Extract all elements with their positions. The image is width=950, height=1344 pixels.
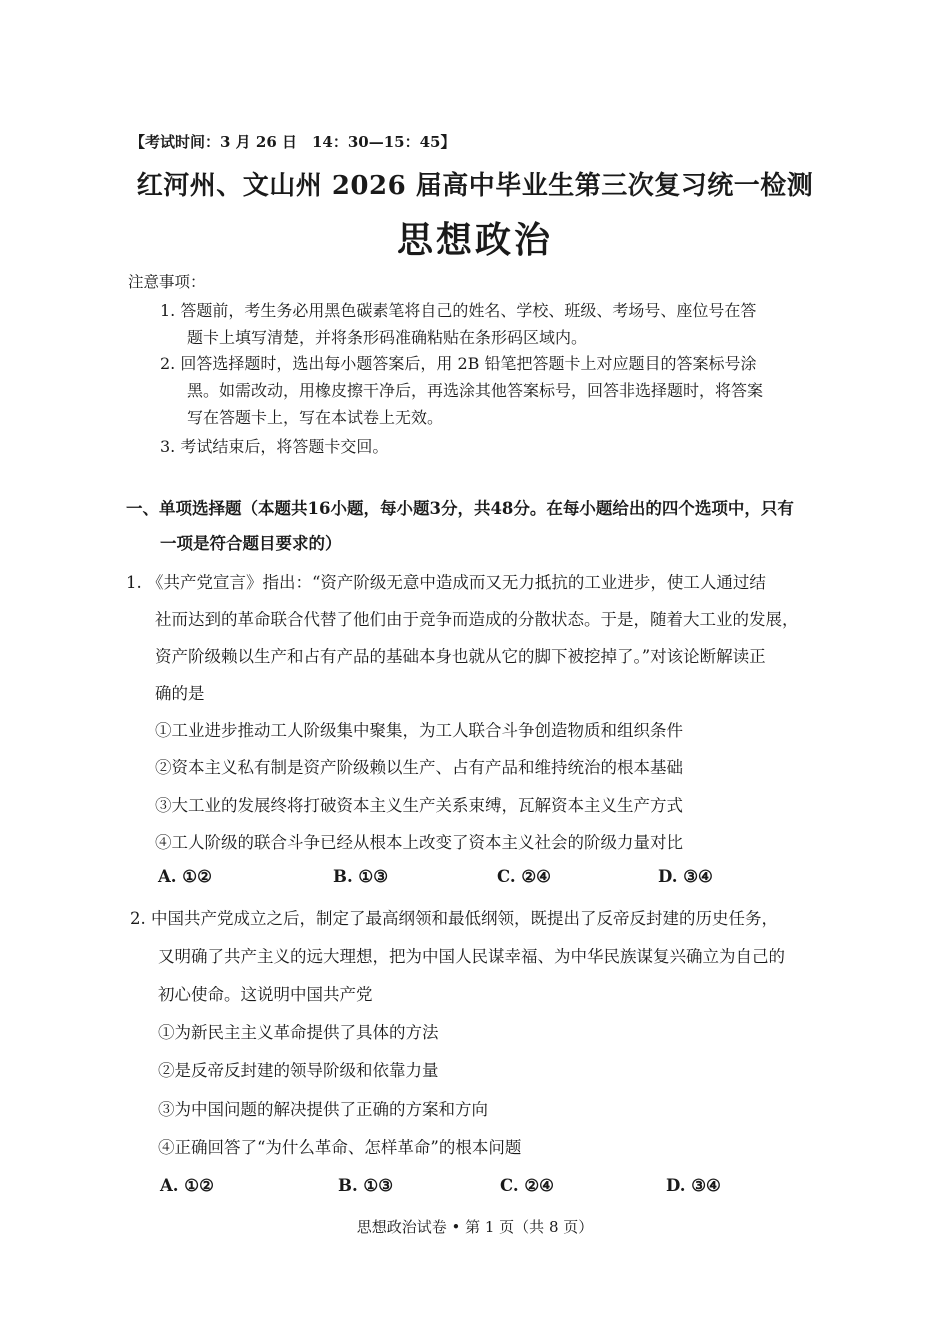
question-1-stem: 社而达到的革命联合代替了他们由于竞争而造成的分散状态。于是，随着大工业的发展， xyxy=(155,610,799,629)
section-heading-cont: 一项是符合题目要求的） xyxy=(160,534,342,553)
question-1-stem: 1. 《共产党宣言》指出：“资产阶级无意中造成而又无力抵抗的工业进步，使工人通过结 xyxy=(126,573,766,592)
section-heading: 一、单项选择题（本题共16小题，每小题3分，共48分。在每小题给出的四个选项中，只有 xyxy=(126,499,794,518)
question-2-statement: ④正确回答了“为什么革命、怎样革命”的根本问题 xyxy=(158,1138,522,1157)
question-2-choice-c: C. ②④ xyxy=(500,1176,554,1195)
notice-line: 黑。如需改动，用橡皮擦干净后，再选涂其他答案标号，回答非选择题时，将答案 xyxy=(187,381,764,400)
question-1-statement: ②资本主义私有制是资产阶级赖以生产、占有产品和维持统治的根本基础 xyxy=(155,758,683,777)
notice-heading: 注意事项： xyxy=(128,273,206,291)
question-1-choice-d: D. ③④ xyxy=(658,867,713,886)
question-2-choice-b: B. ①③ xyxy=(338,1176,394,1195)
question-2-statement: ③为中国问题的解决提供了正确的方案和方向 xyxy=(158,1100,488,1119)
question-2-choice-a: A. ①② xyxy=(160,1176,214,1195)
question-2-stem: 又明确了共产主义的远大理想，把为中国人民谋幸福、为中华民族谋复兴确立为自己的 xyxy=(158,947,785,966)
notice-line: 1. 答题前，考生务必用黑色碳素笔将自己的姓名、学校、班级、考场号、座位号在答 xyxy=(160,301,757,320)
question-1-statement: ④工人阶级的联合斗争已经从根本上改变了资本主义社会的阶级力量对比 xyxy=(155,833,683,852)
question-1-statement: ③大工业的发展终将打破资本主义生产关系束缚，瓦解资本主义生产方式 xyxy=(155,796,683,815)
question-1-choice-b: B. ①③ xyxy=(333,867,389,886)
page-footer: 思想政治试卷 • 第 1 页（共 8 页） xyxy=(356,1218,594,1236)
notice-line: 3. 考试结束后，将答题卡交回。 xyxy=(160,437,389,456)
question-2-statement: ②是反帝反封建的领导阶级和依靠力量 xyxy=(158,1061,439,1080)
exam-time: 【考试时间：3 月 26 日 14：30—15：45】 xyxy=(130,133,456,151)
notice-line: 2. 回答选择题时，选出每小题答案后，用 2B 铅笔把答题卡上对应题目的答案标号涂 xyxy=(160,354,757,373)
subject-title: 思想政治 xyxy=(396,219,553,261)
question-1-choice-a: A. ①② xyxy=(158,867,212,886)
question-1-stem: 资产阶级赖以生产和占有产品的基础本身也就从它的脚下被挖掉了。”对该论断解读正 xyxy=(155,647,766,666)
notice-line: 写在答题卡上，写在本试卷上无效。 xyxy=(187,408,444,427)
question-2-choice-d: D. ③④ xyxy=(666,1176,721,1195)
exam-title: 红河州、文山州 2026 届高中毕业生第三次复习统一检测 xyxy=(136,171,814,201)
question-2-statement: ①为新民主主义革命提供了具体的方法 xyxy=(158,1023,439,1042)
notice-line: 题卡上填写清楚，并将条形码准确粘贴在条形码区域内。 xyxy=(187,328,588,347)
question-2-stem: 初心使命。这说明中国共产党 xyxy=(158,985,373,1004)
question-2-stem: 2. 中国共产党成立之后，制定了最高纲领和最低纲领，既提出了反帝反封建的历史任务， xyxy=(130,909,778,928)
question-1-stem: 确的是 xyxy=(155,684,205,703)
question-1-statement: ①工业进步推动工人阶级集中聚集，为工人联合斗争创造物质和组织条件 xyxy=(155,721,683,740)
question-1-choice-c: C. ②④ xyxy=(497,867,551,886)
